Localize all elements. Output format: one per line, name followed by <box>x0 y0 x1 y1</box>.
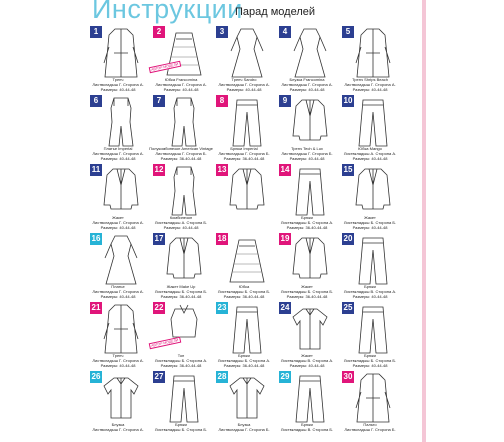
caption-name: Блузка <box>111 422 125 427</box>
model-caption <box>273 215 341 230</box>
model-card <box>88 162 148 234</box>
dress-sketch-icon <box>289 27 331 79</box>
coat-sketch-icon <box>100 303 142 355</box>
pants-sketch-icon <box>352 234 394 286</box>
model-caption <box>84 353 152 368</box>
models-grid <box>88 24 404 442</box>
caption-sizes: Размеры: 40-44-48 <box>163 87 199 92</box>
caption-sizes: Размеры: 40-44-48 <box>163 225 199 230</box>
caption-sheet: Листвкладыш В. Сторона А. <box>280 358 334 363</box>
skirt-sketch-icon <box>163 27 205 79</box>
jumpsuit-sketch-icon <box>163 96 205 148</box>
model-card <box>277 24 337 96</box>
garment-sketch <box>289 303 331 355</box>
caption-name: Блузка Francomina <box>289 77 325 82</box>
caption-name: Жакет <box>112 215 124 220</box>
model-number-badge: 5 <box>342 26 354 38</box>
model-number-badge: 30 <box>343 372 353 381</box>
model-caption <box>210 284 278 299</box>
garment-sketch <box>100 27 142 79</box>
model-caption <box>147 215 215 230</box>
shirt-sketch-icon <box>226 372 268 424</box>
caption-sheet: Листвкладыш Б. Сторона Б. <box>343 220 397 225</box>
model-caption <box>273 422 341 432</box>
caption-sizes: Размеры: 40-44-48 <box>352 294 388 299</box>
caption-sheet: Листвкладыш Г. Сторона А. <box>92 82 144 87</box>
caption-name: Тренч <box>112 353 124 358</box>
page-subtitle: Парад моделей <box>235 6 316 18</box>
garment-sketch <box>100 96 142 148</box>
model-card <box>340 93 400 165</box>
caption-name: Платье Imperial <box>103 146 133 151</box>
model-card <box>277 231 337 303</box>
model-number-badge: 21 <box>91 303 101 312</box>
caption-sizes: Размеры: 36-40-44-48 <box>223 363 265 368</box>
caption-sizes: Размеры: 40-44-48 <box>100 363 136 368</box>
model-caption <box>147 284 215 299</box>
caption-name: Брюки <box>238 353 250 358</box>
caption-sizes: Размеры: 40-44-48 <box>100 87 136 92</box>
model-number-badge: 4 <box>279 26 291 38</box>
model-card <box>214 93 274 165</box>
caption-sheet: Листвкладыш Б. Сторона А. <box>154 358 208 363</box>
garment-sketch <box>226 165 268 217</box>
caption-sheet: Листвкладыш Б. Сторона Б. <box>154 427 208 432</box>
model-number-badge: 26 <box>91 372 101 381</box>
model-caption <box>84 77 152 92</box>
model-card <box>277 93 337 165</box>
model-caption <box>210 77 278 92</box>
caption-sizes: Размеры: 40-44-48 <box>100 225 136 230</box>
caption-sheet: Листвкладыш В. Сторона А. <box>343 289 397 294</box>
pants-sketch-icon <box>226 96 268 148</box>
model-number-badge: 12 <box>154 165 164 174</box>
jacket-sketch-icon <box>289 234 331 286</box>
garment-sketch <box>100 165 142 217</box>
model-number-badge: 6 <box>90 95 102 107</box>
model-card <box>151 93 211 165</box>
pink-edge-line <box>422 0 426 442</box>
model-number-badge: 15 <box>343 165 353 174</box>
pants-sketch-icon <box>163 372 205 424</box>
caption-name: Брюки <box>175 422 187 427</box>
garment-sketch <box>352 27 394 79</box>
caption-sizes: Размеры: 36-40-44-48 <box>286 225 328 230</box>
caption-sizes: Размеры: 40-44-48 <box>100 156 136 161</box>
model-card <box>340 162 400 234</box>
model-caption <box>273 77 341 92</box>
garment-sketch <box>163 303 205 355</box>
model-card <box>88 300 148 372</box>
model-card <box>340 24 400 96</box>
caption-sizes: Размеры: 40-44-48 <box>352 363 388 368</box>
pants-sketch-icon <box>289 372 331 424</box>
dress-sketch-icon <box>226 27 268 79</box>
caption-sheet: Листвкладыш А. Сторона А. <box>343 151 397 156</box>
garment-sketch <box>100 303 142 355</box>
garment-sketch <box>226 303 268 355</box>
garment-sketch <box>289 372 331 424</box>
model-card <box>151 231 211 303</box>
model-number-badge: 28 <box>217 372 227 381</box>
model-card <box>151 369 211 441</box>
caption-sizes: Размеры: 36-40-44-48 <box>160 156 202 161</box>
model-number-badge: 7 <box>153 95 165 107</box>
caption-name: Юбка Francomina <box>164 77 198 82</box>
model-caption <box>336 353 404 368</box>
model-caption <box>84 215 152 230</box>
model-number-badge: 25 <box>343 303 353 312</box>
caption-sheet: Листвкладыш Г. Сторона А. <box>92 358 144 363</box>
caption-sizes: Размеры: 36-40-44-48 <box>286 294 328 299</box>
garment-sketch <box>226 372 268 424</box>
model-number-badge: 18 <box>217 234 227 243</box>
caption-name: Юбка Mango <box>358 146 382 151</box>
model-caption <box>336 146 404 161</box>
model-number-badge: 8 <box>216 95 228 107</box>
jacket-sketch-icon <box>352 165 394 217</box>
model-card <box>340 231 400 303</box>
garment-sketch <box>352 165 394 217</box>
model-number-badge: 9 <box>279 95 291 107</box>
caption-name: Комбинезон <box>169 215 193 220</box>
caption-sheet: Листвкладыш Б. Сторона А. <box>280 220 334 225</box>
model-caption <box>210 146 278 161</box>
pants-sketch-icon <box>289 165 331 217</box>
caption-sheet: Листвкладыш Г. Сторона А. <box>92 289 144 294</box>
garment-sketch <box>163 27 205 79</box>
caption-sheet: Листвкладыш Б. Сторона Б. <box>280 289 334 294</box>
caption-sheet: Листвкладыш А. Сторона Б. <box>154 220 208 225</box>
jacket-sketch-icon <box>226 165 268 217</box>
caption-sheet: Листвкладыш Г. Сторона Б. <box>218 151 270 156</box>
garment-sketch <box>226 96 268 148</box>
caption-name: Пальто <box>363 422 377 427</box>
caption-sheet: Листвкладыш Б. Сторона Б. <box>217 289 271 294</box>
garment-sketch <box>289 96 331 148</box>
author-tag: АВТОР МОДЕЛИ <box>149 61 181 73</box>
caption-sizes: Размеры: 40-44-48 <box>352 156 388 161</box>
top-sketch-icon <box>163 303 205 355</box>
garment-sketch <box>226 27 268 79</box>
model-caption <box>336 284 404 299</box>
caption-name: Полукомбинезон American Vintage <box>149 146 213 151</box>
jacket-sketch-icon <box>100 165 142 217</box>
caption-name: Жакет <box>364 215 376 220</box>
garment-sketch <box>289 165 331 217</box>
model-caption <box>210 353 278 368</box>
model-card <box>214 300 274 372</box>
garment-sketch <box>352 303 394 355</box>
caption-sheet: Листвкладыш Г. Сторона Б. <box>281 151 333 156</box>
caption-sizes: Размеры: 36-40-44-48 <box>160 363 202 368</box>
garment-sketch <box>352 372 394 424</box>
model-number-badge: 16 <box>91 234 101 243</box>
model-caption <box>147 422 215 432</box>
caption-sheet: Листвкладыш Г. Сторона А. <box>281 82 333 87</box>
model-number-badge: 20 <box>343 234 353 243</box>
caption-sizes: Размеры: 40-44-48 <box>100 294 136 299</box>
page-edge <box>418 0 504 442</box>
model-caption <box>273 353 341 368</box>
model-number-badge: 13 <box>217 165 227 174</box>
caption-sheet: Листвкладыш Б. Сторона Б. <box>343 358 397 363</box>
model-caption <box>147 146 215 161</box>
caption-name: Юбка <box>238 284 250 289</box>
garment-sketch <box>100 234 142 286</box>
garment-sketch <box>352 234 394 286</box>
model-number-badge: 19 <box>280 234 290 243</box>
caption-sheet: Листвкладыш В. Сторона Б. <box>280 427 334 432</box>
caption-name: Жакет Make Up <box>166 284 196 289</box>
caption-sizes: Размеры: 40-44-48 <box>352 87 388 92</box>
model-number-badge: 29 <box>280 372 290 381</box>
model-number-badge: 22 <box>154 303 164 312</box>
model-card <box>214 162 274 234</box>
garment-sketch <box>352 96 394 148</box>
caption-name: Тренч Shrips Beach <box>352 77 388 82</box>
model-caption <box>336 215 404 230</box>
shirt-sketch-icon <box>100 372 142 424</box>
caption-sheet: Листвкладыш Г. Сторона А. <box>92 220 144 225</box>
caption-sizes: Размеры: 36-40-44-48 <box>223 156 265 161</box>
model-card <box>151 162 211 234</box>
coat-sketch-icon <box>100 27 142 79</box>
skirt-sketch-icon <box>226 234 268 286</box>
model-caption <box>147 77 215 92</box>
model-caption <box>84 146 152 161</box>
model-number-badge: 11 <box>91 165 101 174</box>
model-caption <box>273 284 341 299</box>
model-card <box>151 300 211 372</box>
caption-name: Брюки Imperial <box>230 146 258 151</box>
pants-sketch-icon <box>226 303 268 355</box>
caption-sizes: Размеры: 40-44-48 <box>289 156 325 161</box>
coat-sketch-icon <box>352 27 394 79</box>
caption-sheet: Листвкладыш Г. Сторона Б. <box>218 427 270 432</box>
coat-sketch-icon <box>352 372 394 424</box>
model-card <box>277 162 337 234</box>
garment-sketch <box>163 234 205 286</box>
caption-sheet: Листвкладыш Г. Сторона Б. <box>344 427 396 432</box>
caption-sizes: Размеры: 40-44-48 <box>289 363 325 368</box>
model-number-badge: 1 <box>90 26 102 38</box>
caption-sheet: Листвкладыш Б. Сторона А. <box>217 358 271 363</box>
caption-sizes: Размеры: 40-44-48 <box>352 225 388 230</box>
model-card <box>214 369 274 441</box>
caption-sheet: Листвкладыш Г. Сторона А. <box>92 151 144 156</box>
dress-sketch-icon <box>100 234 142 286</box>
model-card <box>340 300 400 372</box>
model-card <box>214 24 274 96</box>
caption-sheet: Листвкладыш Г. Сторона А. <box>218 82 270 87</box>
model-number-badge: 23 <box>217 303 227 312</box>
model-caption <box>336 422 404 432</box>
caption-sheet: Листвкладыш Б. Сторона Б. <box>154 289 208 294</box>
caption-name: Платье <box>111 284 125 289</box>
model-number-badge: 17 <box>154 234 164 243</box>
caption-name: Брюки <box>301 215 313 220</box>
garment-sketch <box>289 27 331 79</box>
jacket-sketch-icon <box>163 234 205 286</box>
shirt-sketch-icon <box>289 303 331 355</box>
model-caption <box>273 146 341 161</box>
garment-sketch <box>163 96 205 148</box>
caption-sheet: Листвкладыш Г. Сторона А. <box>155 82 207 87</box>
jumpsuit-sketch-icon <box>163 165 205 217</box>
model-card <box>277 300 337 372</box>
model-card <box>151 24 211 96</box>
caption-name: Топ <box>177 353 185 358</box>
jacket-sketch-icon <box>289 96 331 148</box>
caption-sizes: Размеры: 36-40-44-48 <box>223 294 265 299</box>
model-caption <box>147 353 215 368</box>
pants-sketch-icon <box>352 303 394 355</box>
garment-sketch <box>163 165 205 217</box>
caption-sheet: Листвкладыш Г. Сторона Б. <box>155 151 207 156</box>
caption-name: Тренч Tech & Lux <box>291 146 323 151</box>
caption-name: Брюки <box>301 422 313 427</box>
model-caption <box>336 77 404 92</box>
model-caption <box>84 422 152 432</box>
model-card <box>88 24 148 96</box>
model-number-badge: 14 <box>280 165 290 174</box>
model-number-badge: 10 <box>343 96 353 105</box>
caption-sizes: Размеры: 36-40-44-48 <box>160 294 202 299</box>
caption-name: Блузка <box>237 422 251 427</box>
model-card <box>88 93 148 165</box>
model-number-badge: 3 <box>216 26 228 38</box>
author-tag: АВТОР МОДЕЛИ <box>149 337 181 349</box>
model-caption <box>84 284 152 299</box>
caption-name: Брюки <box>364 284 376 289</box>
garment-sketch <box>226 234 268 286</box>
caption-name: Жакет <box>301 284 313 289</box>
garment-sketch <box>100 372 142 424</box>
model-number-badge: 27 <box>154 372 164 381</box>
caption-name: Тренч Sandro <box>231 77 257 82</box>
model-card <box>88 231 148 303</box>
page-title: Инструкции <box>92 0 243 24</box>
model-card <box>277 369 337 441</box>
caption-sizes: Размеры: 40-44-48 <box>289 87 325 92</box>
model-number-badge: 2 <box>153 26 165 38</box>
caption-name: Жакет <box>301 353 313 358</box>
model-number-badge: 24 <box>280 303 290 312</box>
model-caption <box>210 422 278 432</box>
caption-name: Тренч <box>112 77 124 82</box>
jumpsuit-sketch-icon <box>100 96 142 148</box>
garment-sketch <box>163 372 205 424</box>
model-card <box>340 369 400 441</box>
caption-sizes: Размеры: 40-44-48 <box>226 87 262 92</box>
caption-sheet: Листвкладыш Г. Сторона А. <box>344 82 396 87</box>
pants-sketch-icon <box>352 96 394 148</box>
model-card <box>88 369 148 441</box>
garment-sketch <box>289 234 331 286</box>
model-card <box>214 231 274 303</box>
caption-name: Брюки <box>364 353 376 358</box>
caption-sheet: Листвкладыш Г. Сторона А. <box>92 427 144 432</box>
